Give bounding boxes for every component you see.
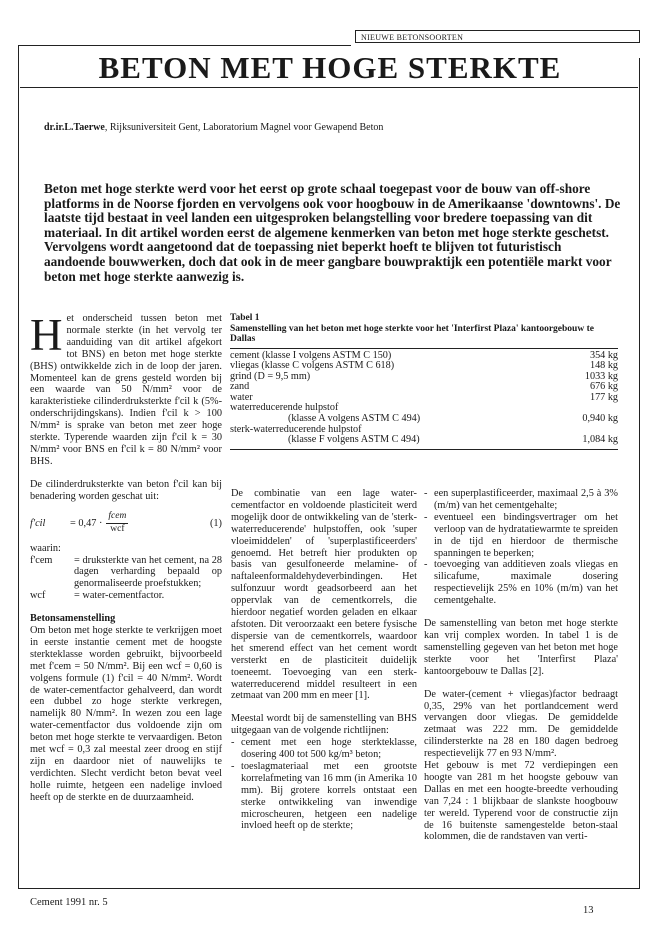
article-title: BETON MET HOGE STERKTE — [98, 50, 562, 85]
table-row: (klasse F volgens ASTM C 494) 1,084 kg — [288, 434, 618, 446]
definitions-list — [30, 555, 222, 603]
table-title: Tabel 1 — [230, 313, 260, 323]
formula-1 — [30, 507, 222, 541]
table-1 — [230, 313, 618, 452]
table-row: (klasse A volgens ASTM C 494) 0,940 kg — [288, 413, 618, 425]
table-row: vliegas (klasse C volgens ASTM C 618) 148 kg — [230, 360, 618, 372]
section-heading: Betonsamenstelling — [30, 613, 116, 625]
formula-fraction — [106, 511, 128, 536]
equation-number: (1) — [209, 517, 222, 529]
paragraph: De water-(cement + vliegas)factor bedraagt 0,35, 29% van het portlandcement werd vervangen door vliegas. De gemiddelde zetmaat was 222 mm. De gemiddelde cilindersterkte na 28 en 180 dagen bedroeg respectievelijk 77 en 93 N/mm². — [424, 688, 618, 760]
title-divider — [20, 87, 638, 88]
paragraph: De samenstelling van beton met hoge sterkte kan vrij complex worden. In tabel 1 is de samenstelling gegeven van het beton met hoge sterkte voor het 'Interfirst Plaza' kantoorgebouw te Dallas [2]. — [424, 618, 618, 677]
waarin-label: waarin: — [30, 542, 61, 554]
paragraph: De combinatie van een lage water-cementfactor en voldoende plasticiteit werd mogelijk door de ontwikkeling van de 'sterk-waterreducerende' hulpstoffen, ook 'super vloeimiddelen' of 'superplastificeerders' genoemd. Het betreft hier produkten op basis van gesulfoneerde melamine- of naftaleenformaldehydeverbindingen. Het sulfonzuur wordt geadsorbeerd aan het oppervlak van de cementkorrels, die hierdoor negatief worden geladen en elkaar afstoten. Dit veroorzaakt een betere fysische dispersie van de cementkorrels, waardoor het smerend effect van het cement wordt versterkt en de plasticiteit duidelijk toeneemt. Toevoeging van een sterk-waterreducerend middel resulteert in een zetmaat van 200 mm en meer [1]. — [231, 488, 417, 702]
paragraph: Het onderscheid tussen beton met normale sterkte (in het vervolg ter aanduiding van dit artikel afgekort tot BNS) en beton met hoge sterkte (BHS) ontwikkelde zich in de loop der jaren. Momenteel kan de grens gesteld worden bij een waarde van 50 N/mm² voor de karakteristieke cilinderdruksterkte f'cil k (5%-onderschrijdingskans). Indien f'cil k > 100 N/mm² is sprake van beton met zeer hoge sterkte. Typerende waarden zijn f'cil k = 30 N/mm² voor BNS en f'cil k = 80 N/mm² voor BHS. — [30, 310, 222, 467]
section-label: NIEUWE BETONSOORTEN — [355, 30, 640, 43]
formula-lhs: f'cil — [30, 517, 46, 529]
intro-paragraph: Beton met hoge sterkte werd voor het eerst op grote schaal toegepast voor de bouw van off-shore platforms in de Noorse fjorden en vervolgens ook voor hoogbouw in de Amerikaanse 'downtowns'. De laatste tijd bestaat in veel landen een uitgesproken belangstelling voor bredere toepassing van dit materiaal. In dit artikel worden eerst de algemene kenmerken van beton met hoge sterkte geschetst. Vervolgens wordt aangetoond dat de toepassing niet beperkt hoeft te blijven tot futuristisch aandoende bouwwerken, doch dat ook in de meer gangbare bouwpraktijk een potentiële markt voor beton met hoge sterkte aanwezig is. — [44, 181, 621, 284]
list-item: - toeslagmateriaal met een grootste korrelafmeting van 16 mm (in Amerika 10 mm). Bij grotere korrels ontstaat een sterke ontwikkeling van inwendige microscheuren, hetgeen een nadelige invloed heeft op de sterkte; — [231, 760, 417, 832]
author-name: dr.ir.L.Taerwe — [44, 122, 105, 133]
column-3 — [424, 488, 618, 843]
list-item: - toevoeging van additieven zoals vliegas en silicafume, maximale dosering respectievelijk 25% en 10% (m/m) van het cementgehalte. — [424, 559, 618, 607]
author-line — [44, 122, 383, 133]
list-item: - cement met een hoge sterkteklasse, dosering 400 tot 500 kg/m³ beton; — [231, 737, 417, 761]
definition-item: f'cem = druksterkte van het cement, na 28 dagen verharding bepaald op genormaliseerde proefstukken; — [30, 554, 222, 590]
formula-numerator: fcem — [106, 511, 128, 524]
table-caption: Samenstelling van het beton met hoge sterkte voor het 'Interfirst Plaza' kantoorgebouw te Dallas — [230, 323, 594, 344]
journal-footer: Cement 1991 nr. 5 — [30, 897, 108, 908]
list-item: - een superplastificeerder, maximaal 2,5 à 3% (m/m) van het cementgehalte; — [424, 488, 618, 511]
paragraph: De cilinderdruksterkte van beton f'cil kan bij benadering worden geschat uit: — [30, 478, 222, 502]
column-2 — [231, 488, 417, 832]
table-row: sterk-waterreducerende hulpstof — [230, 423, 362, 435]
formula-denominator: wcf — [110, 524, 125, 535]
author-affiliation: , Rijksuniversiteit Gent, Laboratorium Magnel voor Gewapend Beton — [104, 122, 384, 133]
table-row: waterreducerende hulpstof — [230, 402, 339, 414]
paragraph: Het gebouw is met 72 verdiepingen een hoogte van 281 m het hoogste gebouw van Dallas en met een hoogte-breedte verhouding van 7,24 : 1 blijkbaar de slankste hoogbouw ter wereld. Typerend voor de constructie zijn de 16 buitenste samengestelde beton-staal kolommen, die de randstaven van verti- — [424, 760, 618, 843]
list-item: - eventueel een bindingsvertrager om het verloop van de hydratatiewarmte te spreiden in de tijd en hierdoor de thermische spanningen te beperken; — [424, 511, 618, 559]
table-row: cement (klasse I volgens ASTM C 150) 354 kg — [230, 349, 618, 361]
paragraph: Om beton met hoge sterkte te verkrijgen moet in eerste instantie cement met de hoogste sterkteklasse worden gebruikt, bijvoorbeeld met f'cem = 50 N/mm². Bij een wcf = 0,60 is volgens formule (1) f'cil = 40 N/mm². Wordt de water-cementfactor gehalveerd, dan wordt een dubbel zo hoge sterkte verkregen, namelijk 80 N/mm². In wezen zou een lage water-cementfactor dus voldoende zijn om beton met hoge sterkte te vervaardigen. Beton met wcf = 0,3 zal meestal zeer droog en stijf zijn en daardoor niet of nauwelijks te verdichten. Slecht verdicht beton bevat veel holle ruimte, hetgeen een nadelige invloed heeft op de sterkte en de duurzaamheid. — [30, 625, 222, 803]
table-row: zand 676 kg — [230, 381, 618, 393]
table-row: water 177 kg — [230, 391, 618, 403]
paragraph: Meestal wordt bij de samenstelling van BHS uitgegaan van de volgende richtlijnen: — [231, 713, 417, 737]
definition-item: wcf = water-cementfactor. — [30, 590, 165, 602]
column-1 — [30, 310, 222, 804]
formula-coefficient: = 0,47 · — [70, 517, 103, 529]
page-number: 13 — [583, 905, 594, 916]
table-row: grind (D = 9,5 mm) 1033 kg — [230, 370, 618, 382]
drop-cap: H — [30, 310, 63, 360]
